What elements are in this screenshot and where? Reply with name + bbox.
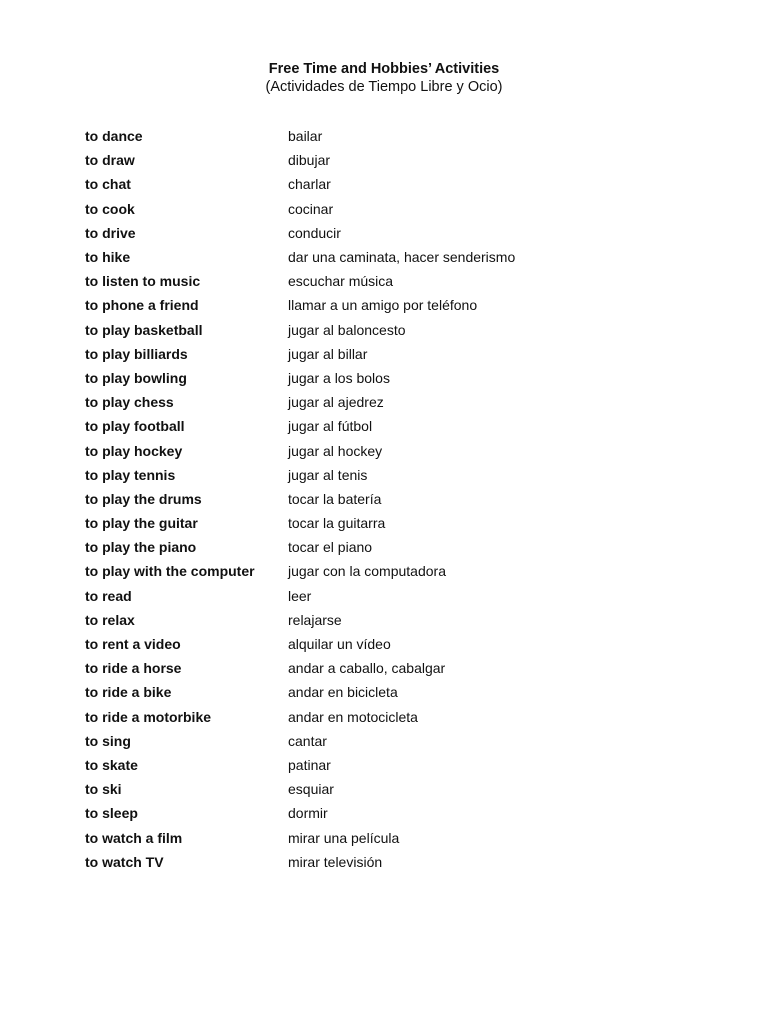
- vocabulary-row: [85, 245, 705, 269]
- vocabulary-row: [85, 390, 705, 414]
- english-term: to relax: [85, 611, 135, 628]
- vocabulary-row: [85, 342, 705, 366]
- vocabulary-row: [85, 511, 705, 535]
- spanish-translation: cocinar: [288, 200, 334, 217]
- spanish-translation: mirar una película: [288, 829, 400, 846]
- vocabulary-row: [85, 535, 705, 559]
- english-term: to draw: [85, 152, 135, 169]
- vocabulary-row: [85, 366, 705, 390]
- spanish-translation: alquilar un vídeo: [288, 636, 391, 653]
- vocabulary-list: [85, 124, 705, 874]
- spanish-translation: andar en bicicleta: [288, 684, 398, 701]
- vocabulary-row: [85, 729, 705, 753]
- spanish-translation: jugar al billar: [288, 345, 368, 362]
- english-term: to play tennis: [85, 466, 176, 483]
- spanish-translation: esquiar: [288, 781, 334, 798]
- english-term: to dance: [85, 128, 143, 145]
- vocabulary-row: [85, 148, 705, 172]
- spanish-translation: tocar la guitarra: [288, 515, 386, 532]
- english-term: to ride a motorbike: [85, 708, 212, 725]
- vocabulary-row: [85, 753, 705, 777]
- spanish-translation: relajarse: [288, 611, 342, 628]
- spanish-translation: dibujar: [288, 152, 331, 169]
- spanish-translation: escuchar música: [288, 273, 394, 290]
- spanish-translation: jugar al baloncesto: [288, 321, 406, 338]
- spanish-translation: jugar al fútbol: [288, 418, 373, 435]
- vocabulary-row: [85, 438, 705, 462]
- english-term: to chat: [85, 176, 131, 193]
- spanish-translation: jugar al tenis: [288, 466, 368, 483]
- vocabulary-row: [85, 656, 705, 680]
- english-term: to rent a video: [85, 636, 181, 653]
- english-term: to read: [85, 587, 132, 604]
- spanish-translation: jugar al ajedrez: [288, 394, 384, 411]
- spanish-translation: dar una caminata, hacer senderismo: [288, 249, 516, 266]
- english-term: to play chess: [85, 394, 174, 411]
- spanish-translation: andar en motocicleta: [288, 708, 418, 725]
- english-term: to play the piano: [85, 539, 197, 556]
- vocabulary-row: [85, 705, 705, 729]
- english-term: to play basketball: [85, 321, 203, 338]
- vocabulary-row: [85, 680, 705, 704]
- english-term: to play football: [85, 418, 185, 435]
- spanish-translation: andar a caballo, cabalgar: [288, 660, 446, 677]
- vocabulary-row: [85, 293, 705, 317]
- document-subtitle: (Actividades de Tiempo Libre y Ocio): [265, 79, 503, 95]
- english-term: to watch a film: [85, 829, 183, 846]
- english-term: to play billiards: [85, 345, 188, 362]
- english-term: to play bowling: [85, 369, 187, 386]
- spanish-translation: tocar el piano: [288, 539, 373, 556]
- vocabulary-row: [85, 172, 705, 196]
- spanish-translation: patinar: [288, 756, 331, 773]
- english-term: to sing: [85, 732, 131, 749]
- english-term: to play hockey: [85, 442, 183, 459]
- vocabulary-row: [85, 850, 705, 874]
- vocabulary-row: [85, 124, 705, 148]
- spanish-translation: dormir: [288, 805, 328, 822]
- english-term: to ride a horse: [85, 660, 182, 677]
- english-term: to phone a friend: [85, 297, 199, 314]
- english-term: to listen to music: [85, 273, 201, 290]
- spanish-translation: jugar a los bolos: [288, 369, 390, 386]
- english-term: to drive: [85, 224, 136, 241]
- vocabulary-row: [85, 777, 705, 801]
- vocabulary-row: [85, 584, 705, 608]
- english-term: to ride a bike: [85, 684, 172, 701]
- document-title: Free Time and Hobbies’ Activities: [268, 61, 500, 77]
- english-term: to hike: [85, 249, 131, 266]
- spanish-translation: bailar: [288, 128, 323, 145]
- spanish-translation: leer: [288, 587, 312, 604]
- vocabulary-row: [85, 269, 705, 293]
- english-term: to watch TV: [85, 853, 164, 870]
- spanish-translation: llamar a un amigo por teléfono: [288, 297, 478, 314]
- spanish-translation: conducir: [288, 224, 341, 241]
- english-term: to sleep: [85, 805, 138, 822]
- vocabulary-row: [85, 463, 705, 487]
- english-term: to cook: [85, 200, 135, 217]
- vocabulary-row: [85, 801, 705, 825]
- spanish-translation: cantar: [288, 732, 327, 749]
- vocabulary-row: [85, 414, 705, 438]
- spanish-translation: jugar al hockey: [288, 442, 383, 459]
- vocabulary-row: [85, 487, 705, 511]
- english-term: to skate: [85, 756, 138, 773]
- english-term: to ski: [85, 781, 122, 798]
- spanish-translation: jugar con la computadora: [288, 563, 446, 580]
- vocabulary-row: [85, 318, 705, 342]
- spanish-translation: mirar televisión: [288, 853, 383, 870]
- spanish-translation: charlar: [288, 176, 331, 193]
- vocabulary-row: [85, 221, 705, 245]
- vocabulary-row: [85, 559, 705, 583]
- english-term: to play with the computer: [85, 563, 255, 580]
- vocabulary-row: [85, 632, 705, 656]
- vocabulary-row: [85, 608, 705, 632]
- spanish-translation: tocar la batería: [288, 490, 382, 507]
- english-term: to play the drums: [85, 490, 202, 507]
- english-term: to play the guitar: [85, 515, 198, 532]
- vocabulary-row: [85, 197, 705, 221]
- vocabulary-row: [85, 825, 705, 849]
